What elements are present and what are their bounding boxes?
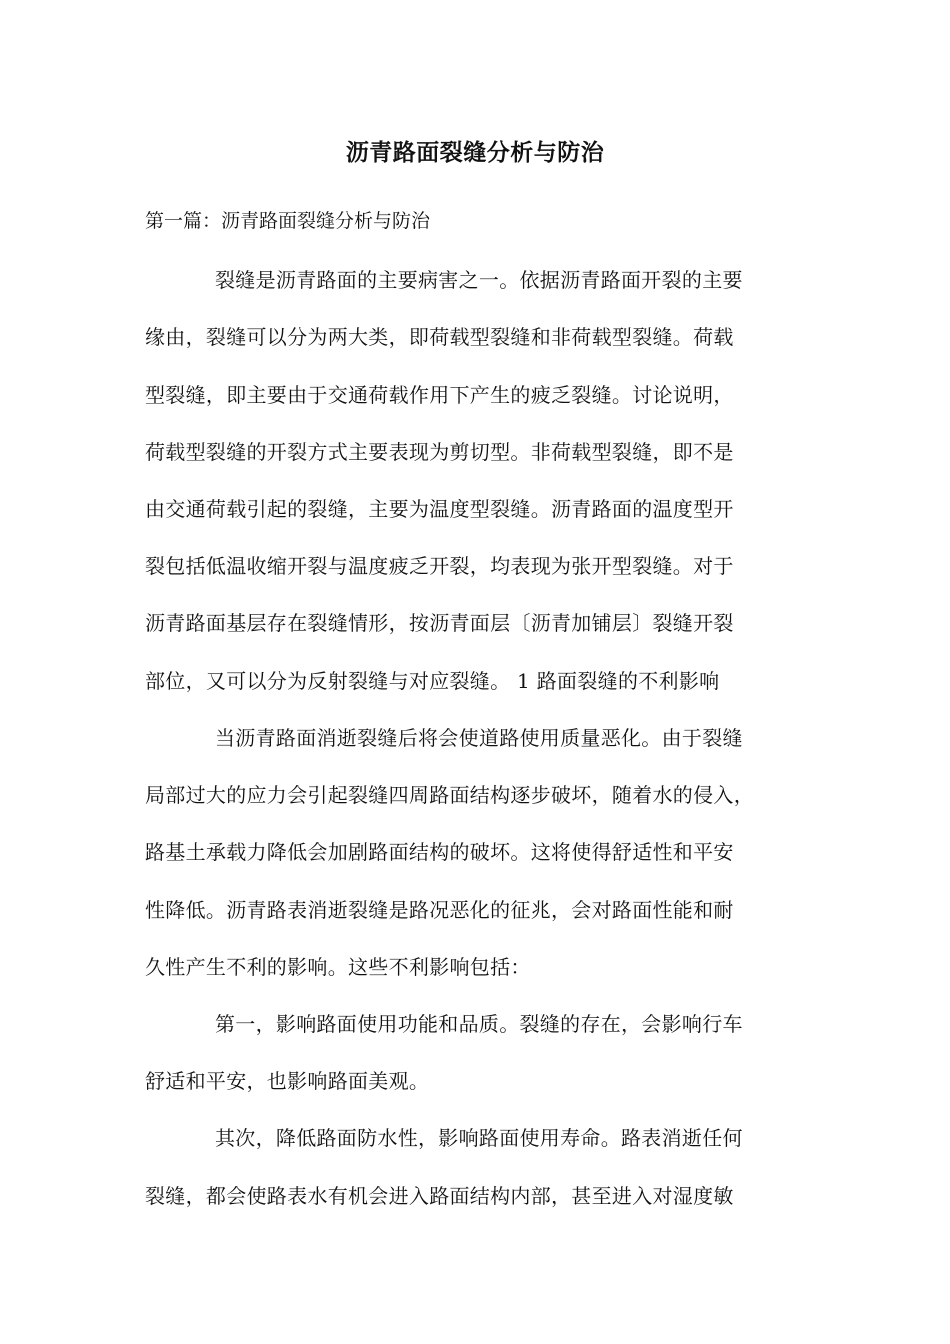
text-line: 舒适和平安，也影响路面美观。: [145, 1069, 430, 1093]
text-line: 由交通荷载引起的裂缝，主要为温度型裂缝。沥青路面的温度型开: [145, 497, 734, 521]
text-line: 部位，又可以分为反射裂缝与对应裂缝。 1 路面裂缝的不利影响: [145, 669, 720, 693]
text-line: 缘由，裂缝可以分为两大类，即荷载型裂缝和非荷载型裂缝。荷载: [145, 325, 734, 349]
chapter-heading: 第一篇：沥青路面裂缝分析与防治: [145, 210, 431, 232]
text-line: 性降低。沥青路表消逝裂缝是路况恶化的征兆，会对路面性能和耐: [145, 898, 734, 922]
text-line: 路基土承载力降低会加剧路面结构的破坏。这将使得舒适性和平安: [145, 840, 734, 864]
document-title: 沥青路面裂缝分析与防治: [345, 139, 605, 166]
text-line: 型裂缝，即主要由于交通荷载作用下产生的疲乏裂缝。讨论说明，: [145, 383, 734, 407]
text-line: 局部过大的应力会引起裂缝四周路面结构逐步破坏，随着水的侵入，: [145, 783, 754, 807]
text-line: 裂缝，都会使路表水有机会进入路面结构内部，甚至进入对湿度敏: [145, 1184, 734, 1208]
text-line: 荷载型裂缝的开裂方式主要表现为剪切型。非荷载型裂缝，即不是: [145, 440, 734, 464]
text-line: 沥青路面基层存在裂缝情形，按沥青面层〔沥青加铺层〕裂缝开裂: [145, 611, 734, 635]
text-line: 裂包括低温收缩开裂与温度疲乏开裂，均表现为张开型裂缝。对于: [145, 554, 734, 578]
text-line: 其次，降低路面防水性，影响路面使用寿命。路表消逝任何: [215, 1126, 743, 1150]
text-line: 第一，影响路面使用功能和品质。裂缝的存在，会影响行车: [215, 1012, 743, 1036]
text-line: 久性产生不利的影响。这些不利影响包括：: [145, 955, 531, 979]
text-line: 当沥青路面消逝裂缝后将会使道路使用质量恶化。由于裂缝: [215, 726, 743, 750]
text-line: 裂缝是沥青路面的主要病害之一。依据沥青路面开裂的主要: [215, 268, 743, 292]
